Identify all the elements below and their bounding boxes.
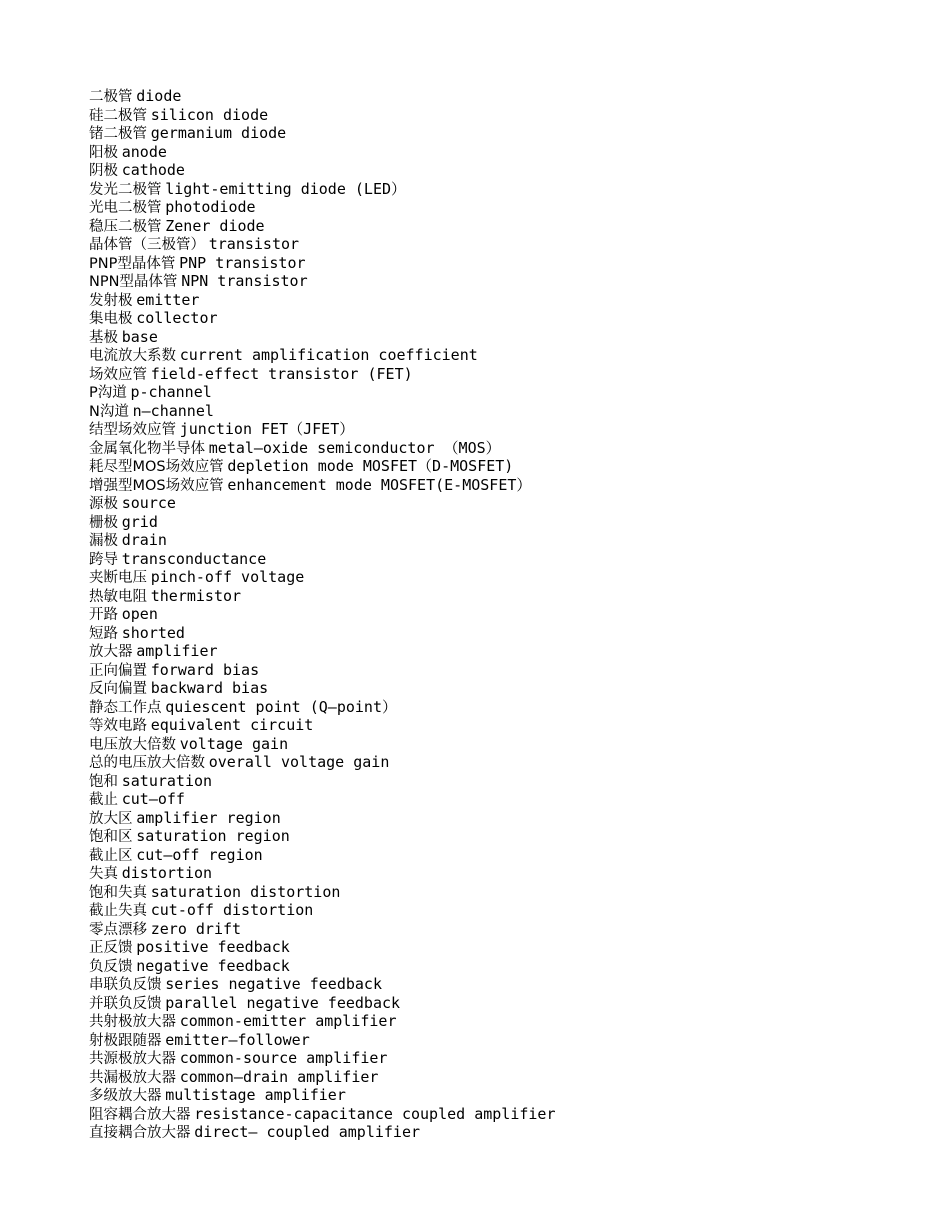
term-chinese: NPN型晶体管 (89, 274, 178, 290)
term-chinese: 场效应管 (89, 366, 147, 383)
term-english: positive feedback (136, 938, 290, 956)
term-chinese: 失真 (89, 866, 118, 882)
term-chinese: 共源极放大器 (89, 1051, 176, 1067)
term-chinese: 放大区 (89, 810, 133, 827)
glossary-entry (89, 420, 555, 439)
term-english: grid (121, 512, 158, 531)
term-english: zero drift (150, 919, 242, 938)
term-english: collector (136, 309, 218, 327)
glossary-entry (89, 1012, 555, 1031)
glossary-entry (89, 735, 555, 754)
glossary-entry (89, 1068, 555, 1087)
term-english: equivalent circuit (150, 716, 314, 734)
term-chinese: 发射极 (89, 292, 133, 309)
glossary-entry (89, 1086, 555, 1105)
term-chinese: 光电二极管 (89, 200, 162, 216)
term-english: Zener diode (165, 216, 265, 235)
glossary-entry (89, 642, 555, 661)
glossary-entry (89, 809, 555, 828)
term-chinese: 夹断电压 (89, 570, 147, 586)
glossary-entry (89, 106, 555, 125)
term-chinese: 反向偏置 (89, 681, 147, 697)
glossary-entry (89, 920, 555, 939)
term-english: series negative feedback (165, 975, 382, 993)
glossary-entry (89, 1123, 555, 1142)
term-chinese: 金属氧化物半导体 (89, 440, 205, 457)
term-chinese: 饱和 (89, 773, 118, 790)
term-chinese: 正向偏置 (89, 662, 147, 679)
term-english: NPN transistor (181, 272, 308, 290)
glossary-entry (89, 679, 555, 698)
term-chinese: 锗二极管 (89, 126, 147, 142)
term-chinese: 串联负反馈 (89, 977, 162, 993)
term-english: transconductance (121, 549, 267, 568)
glossary-entry (89, 827, 555, 846)
glossary-entry (89, 587, 555, 606)
term-english: n—channel (132, 401, 214, 420)
glossary-entry (89, 531, 555, 550)
term-chinese: 截止 (89, 792, 118, 808)
term-english: germanium diode (150, 124, 287, 142)
glossary-entry (89, 272, 555, 291)
term-chinese: 发光二极管 (89, 181, 162, 198)
term-english: saturation region (136, 827, 290, 845)
glossary-entry (89, 901, 555, 920)
term-english: enhancement mode MOSFET(E-MOSFET） (227, 475, 532, 494)
term-english: common-source amplifier (179, 1049, 388, 1067)
term-chinese: 等效电路 (89, 718, 147, 734)
term-chinese: 稳压二极管 (89, 218, 162, 235)
term-chinese: 饱和区 (89, 829, 133, 845)
term-english: thermistor (150, 586, 242, 605)
glossary-entry (89, 753, 555, 772)
glossary-entry (89, 550, 555, 569)
term-english: amplifier (136, 642, 218, 660)
term-chinese: 负反馈 (89, 958, 133, 975)
glossary-entry (89, 309, 555, 328)
term-english: distortion (121, 864, 213, 882)
glossary-entry (89, 494, 555, 513)
glossary-entry (89, 605, 555, 624)
term-chinese: N沟道 (89, 403, 129, 420)
term-english: pinch-off voltage (150, 568, 305, 586)
glossary-entry (89, 328, 555, 347)
term-english: quiescent point (Q—point） (165, 697, 397, 716)
term-chinese: 电压放大倍数 (89, 736, 176, 753)
glossary-entry (89, 790, 555, 809)
glossary-entry (89, 383, 555, 402)
term-english: open (121, 605, 158, 623)
term-english: cut-off distortion (150, 901, 314, 919)
glossary-entry (89, 994, 555, 1013)
term-english: transistor (208, 235, 300, 253)
term-chinese: 正反馈 (89, 940, 133, 956)
term-chinese: 热敏电阻 (89, 588, 147, 605)
term-chinese: 总的电压放大倍数 (89, 755, 205, 771)
term-chinese: 源极 (89, 496, 118, 512)
term-english: junction FET（JFET） (179, 420, 355, 438)
glossary-entry (89, 938, 555, 957)
glossary-entry (89, 235, 555, 254)
term-chinese: 并联负反馈 (89, 995, 162, 1012)
term-english: field-effect transistor (FET) (150, 364, 413, 383)
glossary-entry (89, 87, 555, 106)
term-english: backward bias (150, 679, 269, 697)
term-english: PNP transistor (179, 253, 306, 272)
glossary-entry (89, 568, 555, 587)
term-english: emitter (136, 290, 200, 309)
term-chinese: 阴极 (89, 163, 118, 179)
term-english: shorted (121, 623, 185, 642)
glossary-entry (89, 476, 555, 495)
glossary-entry (89, 124, 555, 143)
term-english: anode (121, 142, 167, 161)
term-chinese: 短路 (89, 625, 118, 642)
glossary-entry (89, 1105, 555, 1124)
term-chinese: 零点漂移 (89, 921, 147, 938)
term-english: source (121, 494, 176, 512)
glossary-entry (89, 254, 555, 273)
term-english: light-emitting diode (LED） (165, 179, 407, 198)
term-chinese: 栅极 (89, 514, 118, 531)
term-chinese: 硅二极管 (89, 107, 147, 124)
glossary-entry (89, 457, 555, 476)
term-chinese: 共漏极放大器 (89, 1069, 176, 1086)
glossary-entry (89, 1031, 555, 1050)
term-chinese: 饱和失真 (89, 884, 147, 901)
term-chinese: 跨导 (89, 551, 118, 568)
glossary-entry (89, 975, 555, 994)
glossary-entry (89, 846, 555, 865)
term-chinese: 截止失真 (89, 903, 147, 919)
glossary-entry (89, 180, 555, 199)
term-chinese: 结型场效应管 (89, 422, 176, 438)
glossary-entry (89, 439, 555, 458)
glossary-entry (89, 1049, 555, 1068)
term-english: saturation distortion (150, 882, 341, 901)
term-chinese: 阻容耦合放大器 (89, 1106, 191, 1123)
term-english: metal—oxide semiconductor （MOS） (208, 438, 501, 457)
term-english: photodiode (165, 198, 256, 216)
glossary-entry (89, 291, 555, 310)
term-chinese: 漏极 (89, 533, 118, 549)
term-english: base (121, 327, 158, 346)
glossary-entry (89, 772, 555, 791)
glossary-entry (89, 346, 555, 365)
term-english: common-emitter amplifier (179, 1012, 397, 1030)
term-chinese: 射极跟随器 (89, 1032, 162, 1049)
glossary-entry (89, 217, 555, 236)
glossary-entry (89, 198, 555, 217)
term-chinese: P沟道 (89, 385, 127, 401)
term-english: amplifier region (136, 808, 281, 827)
term-chinese: 基极 (89, 329, 118, 346)
glossary-entry (89, 661, 555, 680)
term-chinese: 开路 (89, 607, 118, 623)
term-english: p-channel (130, 383, 212, 401)
term-chinese: 耗尽型MOS场效应管 (89, 459, 224, 475)
term-english: silicon diode (150, 105, 269, 124)
glossary-entry (89, 402, 555, 421)
glossary-entry (89, 143, 555, 162)
term-english: multistage amplifier (165, 1086, 346, 1104)
glossary-entry (89, 624, 555, 643)
term-chinese: 静态工作点 (89, 699, 162, 716)
term-chinese: 集电极 (89, 311, 133, 327)
term-english: emitter—follower (165, 1030, 310, 1049)
glossary-entry (89, 864, 555, 883)
glossary-entry (89, 365, 555, 384)
term-english: cathode (121, 161, 185, 179)
term-chinese: 阳极 (89, 144, 118, 161)
glossary-entry (89, 698, 555, 717)
glossary-list (89, 87, 555, 1142)
glossary-entry (89, 161, 555, 180)
term-english: direct— coupled amplifier (194, 1123, 421, 1141)
term-english: cut—off (121, 790, 185, 808)
term-english: drain (121, 531, 167, 549)
glossary-entry (89, 513, 555, 532)
term-english: saturation (121, 771, 213, 790)
term-english: cut—off region (136, 845, 263, 864)
glossary-entry (89, 957, 555, 976)
term-english: negative feedback (136, 956, 290, 975)
term-chinese: 截止区 (89, 847, 133, 864)
glossary-entry (89, 716, 555, 735)
term-english: forward bias (150, 660, 260, 679)
term-english: resistance-capacitance coupled amplifier (194, 1104, 556, 1123)
term-english: common—drain amplifier (179, 1067, 379, 1086)
term-chinese: 增强型MOS场效应管 (89, 477, 224, 494)
term-chinese: 共射极放大器 (89, 1014, 176, 1030)
term-chinese: 直接耦合放大器 (89, 1125, 191, 1141)
term-chinese: PNP型晶体管 (89, 255, 176, 272)
term-chinese: 多级放大器 (89, 1088, 162, 1104)
term-english: voltage gain (179, 734, 289, 753)
term-chinese: 放大器 (89, 644, 133, 660)
term-english: depletion mode MOSFET（D-MOSFET) (227, 457, 514, 475)
term-chinese: 电流放大系数 (89, 348, 176, 364)
term-chinese: 二极管 (89, 89, 133, 105)
term-english: current amplification coefficient (179, 346, 478, 364)
glossary-entry (89, 883, 555, 902)
term-chinese: 晶体管（三极管） (89, 237, 205, 253)
term-english: parallel negative feedback (165, 993, 401, 1012)
term-english: diode (136, 87, 182, 105)
term-english: overall voltage gain (208, 753, 390, 771)
